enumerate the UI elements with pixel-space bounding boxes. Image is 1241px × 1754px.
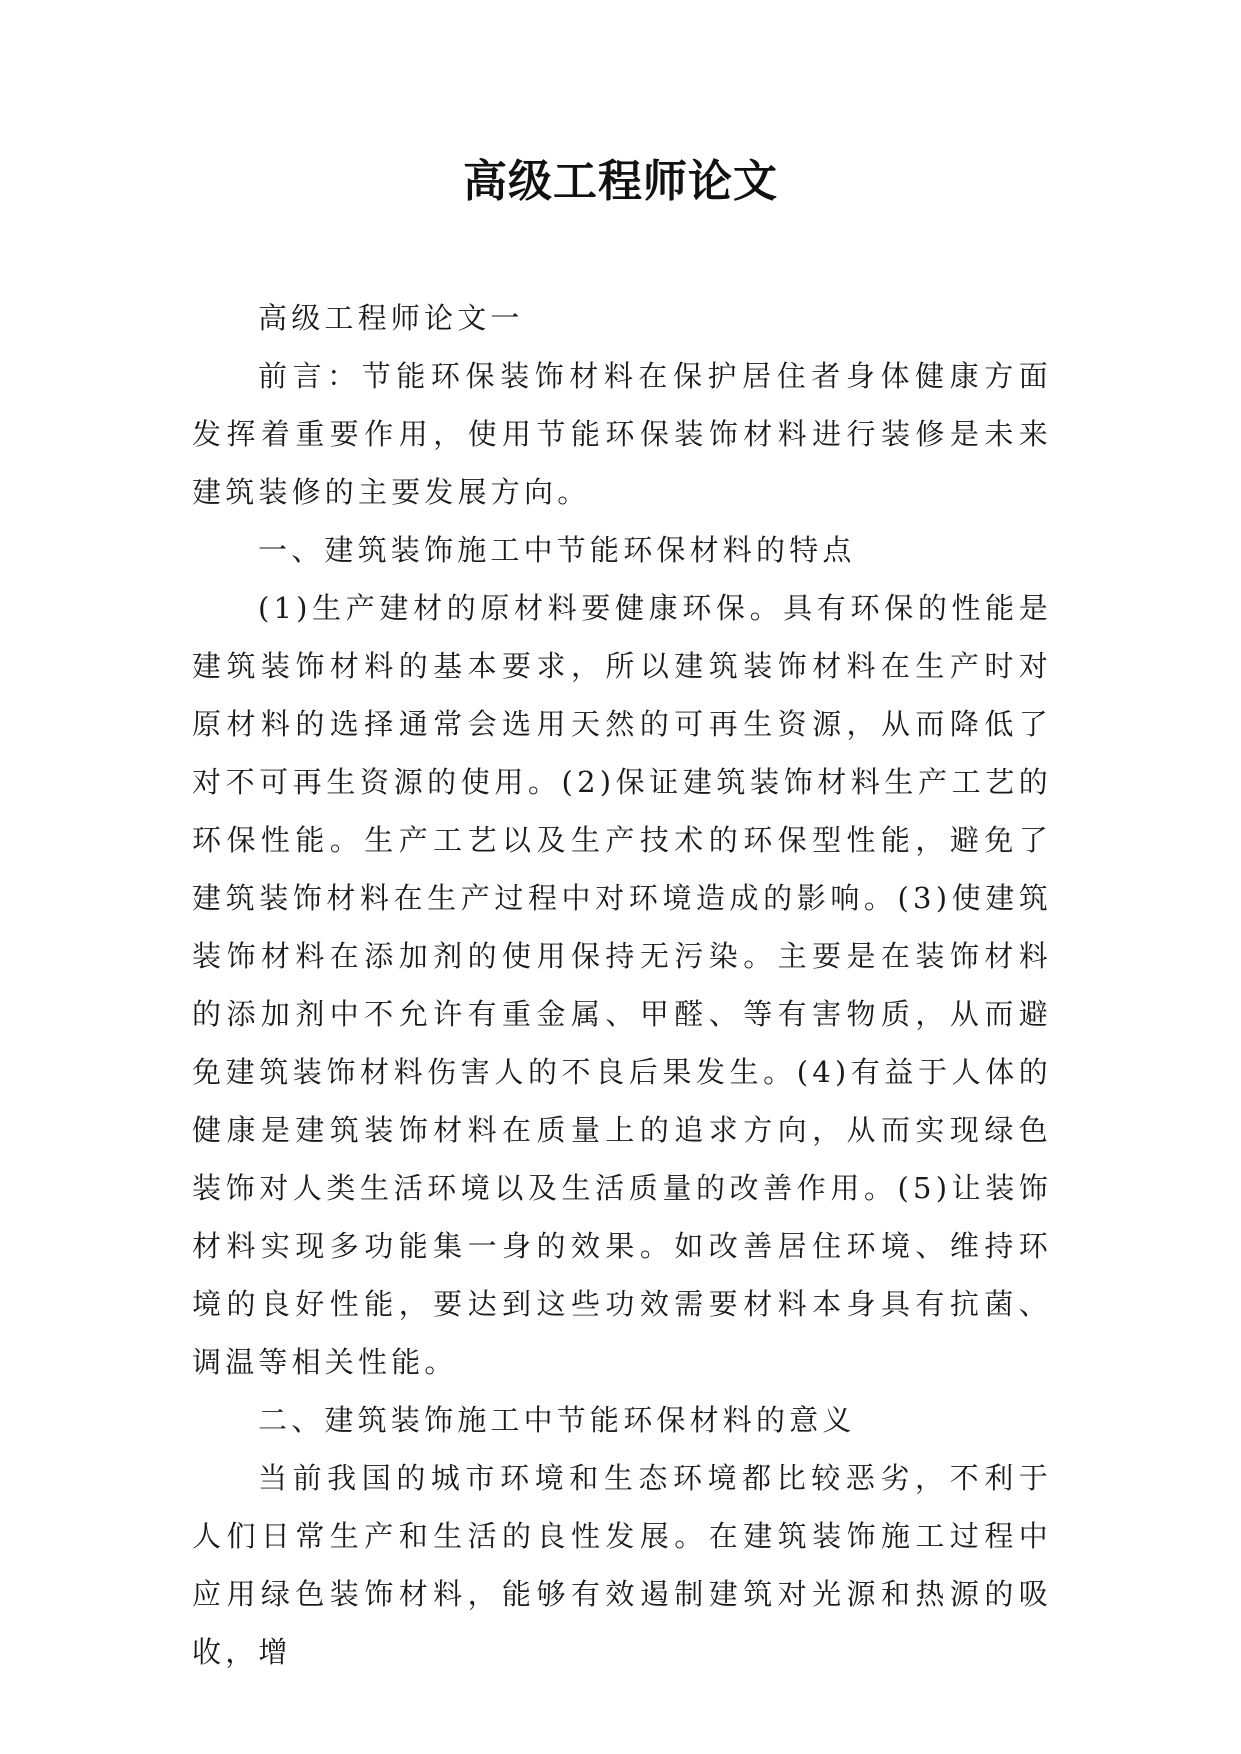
section-heading: 一、建筑装饰施工中节能环保材料的特点 [258, 533, 856, 567]
body-paragraph: 当前我国的城市环境和生态环境都比较恶劣，不利于人们日常生产和生活的良性发展。在建筑装饰施工过程中应用绿色装饰材料，能够有效遏制建筑对光源和热源的吸收，增 [192, 1461, 1052, 1669]
section-heading: 二、建筑装饰施工中节能环保材料的意义 [258, 1403, 856, 1437]
section-heading: 高级工程师论文一 [258, 301, 524, 335]
document-title: 高级工程师论文 [463, 156, 778, 207]
body-paragraph: (1)生产建材的原材料要健康环保。具有环保的性能是建筑装饰材料的基本要求，所以建筑装饰材料在生产时对原材料的选择通常会选用天然的可再生资源，从而降低了对不可再生资源的使用。(2)保证建筑装饰材料生产工艺的环保性能。生产工艺以及生产技术的环保型性能，避免了建筑装饰材料在生产过程中对环境造成的影响。(3)使建筑装饰材料在添加剂的使用保持无污染。主要是在装饰材料的添加剂中不允许有重金属、甲醛、等有害物质，从而避免建筑装饰材料伤害人的不良后果发生。(4)有益于人体的健康是建筑装饰材料在质量上的追求方向，从而实现绿色装饰对人类生活环境以及生活质量的改善作用。(5)让装饰材料实现多功能集一身的效果。如改善居住环境、维持环境的良好性能，要达到这些功效需要材料本身具有抗菌、调温等相关性能。 [192, 591, 1052, 1379]
document-body [192, 289, 1052, 1681]
preface-paragraph: 前言：节能环保装饰材料在保护居住者身体健康方面发挥着重要作用，使用节能环保装饰材料进行装修是未来建筑装修的主要发展方向。 [192, 359, 1052, 509]
